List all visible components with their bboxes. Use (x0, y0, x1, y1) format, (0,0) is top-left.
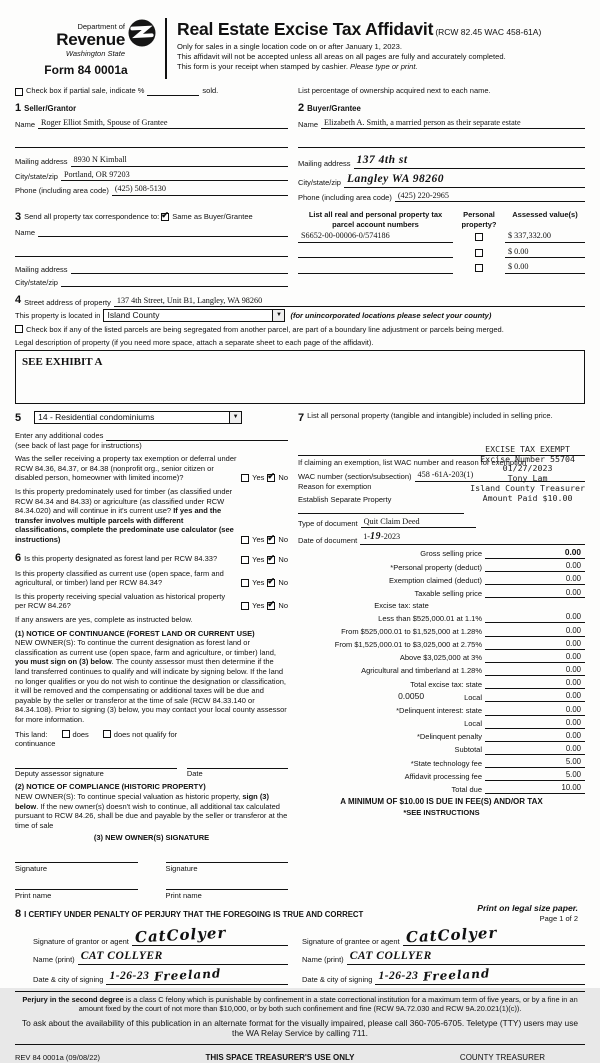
partial-sale-checkbox[interactable] (15, 88, 23, 96)
signature-caption-2: Signature (165, 863, 198, 873)
section4-number: 4 (15, 294, 22, 307)
agency-logo-block (15, 18, 165, 79)
section5-number: 5 (15, 411, 22, 424)
tax-label: Local (464, 692, 482, 702)
deputy-assessor-signature-field[interactable] (15, 759, 177, 769)
tax-value-field[interactable]: 0.00 (485, 718, 585, 729)
header-subtitle-2: This affidavit will not be accepted unless all areas on all pages are fully and accurately completed. (177, 52, 506, 62)
tax-label: Affidavit processing fee (404, 771, 482, 781)
new-owner-printname-field-2[interactable] (166, 880, 289, 890)
tax-label: From $525,000.01 to $1,525,000 at 1.28% (341, 626, 482, 636)
ownership-note: List percentage of ownership acquired next to each name. (298, 86, 491, 96)
parcel-row (298, 247, 585, 259)
tax-label: Taxable selling price (414, 588, 482, 598)
assessed-value-field-2[interactable]: $ 0.00 (505, 247, 585, 259)
buyer-phone-field[interactable]: (425) 220-2965 (395, 191, 585, 203)
grantee-signature-label: Signature of grantee or agent (302, 936, 400, 946)
deputy-date-label: Date (186, 768, 203, 778)
agency-name: Revenue (56, 29, 125, 49)
notice2-title: (2) NOTICE OF COMPLIANCE (HISTORIC PROPERTY) (15, 782, 206, 792)
notice1-title: (1) NOTICE OF CONTINUANCE (FOREST LAND OR CURRENT USE) (15, 628, 255, 638)
grantee-signature-field[interactable] (403, 923, 585, 947)
tax-label: From $1,525,000.01 to $3,025,000 at 2.75% (334, 640, 482, 650)
buyer-name-field[interactable]: Elizabeth A. Smith, a married person as their separate estate (321, 118, 585, 130)
q1-no-checkbox[interactable]: ✔ (267, 471, 275, 482)
located-in-label: This property is located in (15, 311, 101, 321)
wac-number-label: WAC number (section/subsection) (298, 472, 412, 482)
does-not-qualify-checkbox[interactable] (103, 730, 111, 738)
seller-name-field-2[interactable] (15, 138, 288, 148)
personal-property-checkbox-2[interactable] (475, 249, 483, 257)
tax-label: *State technology fee (410, 758, 482, 768)
partial-sale-percent-field[interactable] (147, 86, 199, 96)
wac-number-field[interactable]: 458 -61A-203(1) (415, 470, 585, 482)
new-owner-signature-field-2[interactable] (166, 853, 289, 863)
personal-property-col-header: Personal property? (461, 210, 497, 229)
land-use-code-value: 14 - Residential condominiums (38, 412, 155, 423)
parcel-number-field-3[interactable] (298, 264, 453, 274)
form-header (15, 18, 585, 79)
exemption-note: If claiming an exemption, list WAC number and reason for exemption (298, 457, 527, 467)
section8-number: 8 (15, 908, 22, 921)
legal-description-value: SEE EXHIBIT A (22, 355, 103, 368)
tax-value-field[interactable]: 5.00 (485, 757, 585, 768)
see-instructions-note: *SEE INSTRUCTIONS (403, 807, 480, 817)
section7-number: 7 (298, 411, 305, 424)
corr-city-field[interactable] (61, 277, 288, 287)
s6q2-no-checkbox[interactable]: ✔ (267, 576, 275, 587)
grantor-date-field[interactable]: 1-26-23 Freeland (106, 968, 288, 985)
section2-number: 2 (298, 101, 305, 114)
section-use-code (15, 411, 288, 425)
s6q1-no-checkbox[interactable]: ✔ (267, 552, 275, 563)
tax-value-field[interactable]: 0.00 (485, 561, 585, 572)
does-label: does (72, 729, 89, 739)
grantee-printname-label: Name (print) (302, 955, 344, 965)
if-any-yes-note: If any answers are yes, complete as instructed below. (15, 615, 193, 625)
seller-city-field[interactable]: Portland, OR 97203 (61, 170, 288, 182)
new-owner-printname-field-1[interactable] (15, 880, 138, 890)
tax-value-field[interactable]: 0.00 (485, 574, 585, 585)
tax-value-field[interactable]: 5.00 (485, 770, 585, 781)
tax-value-field[interactable]: 10.00 (485, 783, 585, 794)
notice2-body: NEW OWNER(S): To continue special valuation as historic property, sign (3) below. If the new owner(s) doesn't wish to continue, all additional tax calculated pursuant to RCW 84.26, shall be due and payable by the seller or transferor at the time of sale (15, 791, 288, 830)
tax-value-field[interactable]: 0.00 (485, 665, 585, 676)
grantor-printname-field[interactable]: CAT COLLYER (78, 949, 288, 965)
minimum-due-note: A MINIMUM OF $10.00 IS DUE IN FEE(S) AND/OR TAX (340, 797, 543, 807)
grantor-signature-value: CatColyer (134, 923, 227, 947)
seller-mailing-label: Mailing address (15, 157, 68, 167)
county-value: Island County (107, 310, 160, 321)
unincorporated-note: (for unincorporated locations please select your county) (290, 311, 492, 321)
does-qualify-checkbox[interactable] (62, 730, 70, 738)
revenue-swirl-logo-icon (127, 18, 157, 48)
section-personal-property (298, 411, 585, 902)
historical-question: Is this property receiving special valuation as historical property per RCW 84.26? (15, 591, 226, 611)
parcel-number-field-2[interactable] (298, 248, 453, 258)
segregated-checkbox[interactable] (15, 325, 23, 333)
excise-tax-state-heading: Excise tax: state (374, 600, 429, 610)
reason-for-exemption-value[interactable]: Establish Separate Property (298, 495, 392, 505)
print-name-caption: Print name (15, 891, 52, 901)
tax-value-field[interactable]: 0.00 (485, 652, 585, 663)
parcel-number-field[interactable]: S6652-00-00006-0/574186 (298, 231, 453, 243)
corr-mailing-field[interactable] (71, 264, 288, 274)
section3-label: Send all property tax correspondence to: (24, 212, 160, 222)
assessed-value-field-1[interactable]: $ 337,332.00 (505, 231, 585, 243)
legal-description-box[interactable] (15, 350, 585, 404)
section-property (15, 293, 585, 403)
seller-mailing-field[interactable]: 8930 N Kimball (71, 155, 288, 167)
county-dropdown-arrow-icon[interactable]: ▼ (272, 310, 284, 321)
section2-title: Buyer/Grantee (307, 103, 361, 113)
additional-codes-label: Enter any additional codes (15, 431, 104, 441)
tax-value-field[interactable]: 0.00 (485, 705, 585, 716)
personal-property-label: List all personal property (tangible and intangible) included in selling price. (307, 410, 553, 420)
tax-value-field[interactable]: 0.00 (485, 731, 585, 742)
section6-number: 6 (15, 551, 22, 564)
seller-exemption-question: Was the seller receiving a property tax exemption or deferral under RCW 84.36, 84.37, or 84.38 (nonprofit org., senior citizen or disabled person, homeowner with limited income)? (15, 454, 237, 483)
does-not-label: does not qualify for (113, 729, 178, 739)
grantee-printname-field[interactable]: CAT COLLYER (347, 949, 585, 965)
agency-state: Washington State (65, 48, 125, 58)
tax-label: Less than $525,000.01 at 1.1% (378, 613, 482, 623)
buyer-mailing-label: Mailing address (298, 159, 351, 169)
corr-name-label: Name (15, 227, 36, 237)
personal-property-checkbox-1[interactable] (475, 233, 483, 241)
grantor-printname-label: Name (print) (33, 955, 75, 965)
tax-label: Subtotal (454, 745, 482, 755)
parcel-row (298, 262, 585, 274)
seller-name-label: Name (15, 119, 36, 129)
deputy-date-field[interactable] (187, 759, 288, 769)
tax-label: Above $3,025,000 at 3% (399, 653, 482, 663)
buyer-city-label: City/state/zip (298, 178, 341, 188)
signature-caption: Signature (15, 863, 48, 873)
header-subtitle-1: Only for sales in a single location code on or after January 1, 2023. (177, 42, 402, 52)
buyer-mailing-field[interactable]: 137 4th st (354, 153, 585, 169)
buyer-city-field[interactable]: Langley WA 98260 (344, 172, 585, 188)
buyer-name-field-2[interactable] (298, 138, 585, 148)
same-as-buyer-checkbox[interactable]: ✔ (161, 210, 169, 221)
s6q3-no-checkbox[interactable]: ✔ (267, 599, 275, 610)
tax-value-field[interactable]: 0.00 (485, 678, 585, 689)
buyer-name-label: Name (298, 119, 319, 129)
print-legal-note: Print on legal size paper. (477, 903, 578, 913)
dept-of-label: Department of (77, 22, 125, 31)
rev-number: REV 84 0001a (09/08/22) (15, 1053, 101, 1063)
land-use-dropdown-arrow-icon[interactable]: ▼ (229, 412, 241, 423)
additional-codes-field[interactable] (106, 431, 288, 441)
corr-city-label: City/state/zip (15, 277, 58, 287)
certify-statement: I CERTIFY UNDER PENALTY OF PERJURY THAT THE FOREGOING IS TRUE AND CORRECT (24, 910, 364, 920)
tax-label: Total due (451, 784, 482, 794)
timber-agriculture-question: Is this property predominately used for timber (as classified under RCW 84.34 and 84.33) or agriculture (as classified under RCW 84.34.020) and will continue in it's current use? If yes and the transfer involves multiple parcels with different classifications, complete the predominate use calculator (see instructions) (15, 487, 234, 544)
doc-date-label: Date of document (298, 535, 358, 545)
new-owner-signature-field-1[interactable] (15, 853, 138, 863)
land-use-code-dropdown[interactable] (34, 411, 242, 424)
partial-sale-sold-label: sold. (202, 86, 219, 96)
assessed-value-col-header: Assessed value(s) (512, 210, 578, 220)
grantor-date-label: Date & city of signing (33, 975, 104, 985)
header-subtitle-3: This form is your receipt when stamped by cashier. Please type or print. (177, 61, 418, 71)
q2-no-checkbox[interactable]: ✔ (267, 532, 275, 543)
treasurer-stamp: EXCISE TAX EXEMPT Excise Number 55704 01/27/2023 Tony Lam Island County Treasurer Amount Paid $10.00 (470, 443, 585, 504)
tax-label: *Personal property (deduct) (390, 562, 482, 572)
grantee-date-label: Date & city of signing (302, 975, 373, 985)
tax-label: *Delinquent penalty (416, 732, 482, 742)
county-dropdown[interactable] (103, 309, 285, 322)
county-treasurer-label: COUNTY TREASURER (459, 1053, 545, 1063)
section1-number: 1 (15, 101, 22, 114)
corr-name-field-2[interactable] (15, 247, 288, 257)
tax-value-field[interactable]: 0.00 (485, 612, 585, 623)
form-title-rcw: (RCW 82.45 WAC 458-61A) (435, 27, 542, 37)
tax-value-field[interactable]: 0.00 (485, 691, 585, 702)
parcel-row (298, 231, 585, 243)
doc-type-label: Type of document (298, 518, 358, 528)
legal-description-label: Legal description of property (if you need more space, attach a separate sheet to each page of the affidavit). (15, 337, 374, 347)
corr-mailing-label: Mailing address (15, 264, 68, 274)
street-address-label: Street address of property (24, 297, 111, 307)
personal-property-checkbox-3[interactable] (475, 264, 483, 272)
yes-label: Yes (252, 473, 265, 483)
tax-label: Gross selling price (420, 549, 482, 559)
same-as-buyer-label: Same as Buyer/Grantee (172, 212, 253, 222)
tax-value-field[interactable]: 0.00 (485, 639, 585, 650)
tax-label: Local (464, 719, 482, 729)
buyer-phone-label: Phone (including area code) (298, 192, 392, 202)
doc-date-field[interactable]: 1-19-2023 (360, 531, 585, 545)
section-buyer (298, 101, 585, 203)
parcel-col-header: List all real and personal property tax parcel account numbers (308, 210, 443, 229)
reason-for-exemption-label: Reason for exemption (298, 481, 372, 491)
treasurer-use-only-label: THIS SPACE TREASURER'S USE ONLY (205, 1053, 355, 1063)
tax-value-field[interactable]: 0.00 (485, 588, 585, 599)
print-name-caption-2: Print name (165, 891, 202, 901)
tax-label: Total excise tax: state (410, 679, 482, 689)
tax-value-field[interactable]: 0.00 (485, 626, 585, 637)
grantor-signature-label: Signature of grantor or agent (33, 936, 129, 946)
section-correspondence (15, 210, 288, 287)
q2-yes-checkbox[interactable] (241, 536, 249, 544)
assessed-value-field-3[interactable]: $ 0.00 (505, 262, 585, 274)
see-back-note: (see back of last page for instructions) (15, 440, 142, 450)
affidavit-form-page: Department of Revenue Washington State Form 84 0001a Real Estate Excise Tax Affidavit (RCW 82.45 WAC 458-61A) Only for sales in a single location code on or after January 1, 2023. This affidavit will not be accepted unless all areas on all pages are fully and accurately completed. This form is your receipt when stamped by cashier. Please type or print. Check box if partial sale, indicate % sold. List percentage of ownership acquired next to each name. 1 Seller/Grantor Name Roger Elliot Smith, Spouse of Grantee Mailing address 8930 N Kimball City/state/zip Portland, OR 97203 Phone (including area code) (425) 508-5130 2 Buyer/Grantee Name Elizabeth A. Smith, a married person as their separate estate Mailing address 137 4th st City/state/zip Langley WA 98260 Phone (including area code) (425) 220-2965 3 Send all property tax correspondence to: ✔ Same as Buyer/Grantee Name Mailing address City/state/zip List all real and personal property tax parcel account numbers Personal property? Assessed value(s) S6652-00-00006-0/574186 $ 337,332.00 $ 0.00 $ 0.00 4 Street address of property 137 4th Street, Unit B1, Langley, WA 98260 This property is located in Island County ▼ (for unincorporated locations please select your county) Check box if any of the listed parcels are being segregated from another parcel, are part of a boundary line adjustment or parcels being merged. Legal description of property (if you need more space, attach a separate sheet to each page of the affidavit). SEE EXHIBIT A 5 14 - Residential condominiums ▼ Enter any additional codes (see back of last page for instructions) Was the seller receiving a property tax exemption or deferral under RCW 84.36, 84.37, or 84.38 (nonprofit org., senior citizen or disabled person, homeowner with limited income)? Yes ✔ No Is this property predominately used for timber (as classified under RCW 84.34 and 84.33) or agriculture (as classified under RCW 84.34.020) and will continue in it's current use? If yes and the transfer involves multiple parcels with different classifications, complete the predominate use calculator (see instructions) Yes ✔ No 6 Is this property designated as forest land per RCW 84.33? Yes ✔ No Is this property classified as current use (open space, farm and agricultural, or timber) land per RCW 84.34? Yes ✔ No Is this property receiving special valuation as historical property per RCW 84.26? Yes ✔ No If any answers are yes, complete as instructed below. (1) NOTICE OF CONTINUANCE (FOREST LAND OR CURRENT USE) NEW OWNER(S): To continue the current designation as forest land or classification as current use (open space, farm and agriculture, or timber) land, you must sign on (3) below. The county assessor must then determine if the land transferred continues to qualify and will indicate by signing below. If the land no longer qualifies or you do not wish to continue the designation or classification, it will be removed and the compensating or additional taxes will be due and payable by the seller or transferor at the time of sale (RCW 84.33.140 or 84.34.108). Prior to signing (3) below, you may contact your local county assessor for more information. This land: does does not qualify for continuance Deputy assessor signature Date (2) NOTICE OF COMPLIANCE (HISTORIC PROPERTY) NEW OWNER(S): To continue special valuation as historic property, sign (3) below. If the new owner(s) doesn't wish to continue, all additional tax calculated pursuant to RCW 84.26, shall be due and payable by the seller or transferor at the time of sale (3) NEW OWNER(S) SIGNATURE Signature Print name Signature Print name 7 List all personal property (tangible and intangible) included in selling price. If claiming an exemption, list WAC number and reason for exemption WAC number (section/subsection) 458 -61A-203(1) Reason for exemption Establish Separate Property EXCISE TAX EXEMPT Excise Number 55704 01/27/2023 Tony Lam Island County Treasurer Amount Paid $10.00 Type of document Quit Claim Deed Date of document 1-19-2023 Gross selling price 0.00 *Personal property (deduct) 0.00 Exemption claimed (deduct) 0.00 Taxable selling price 0.00 Excise tax: state Less than $525,000.01 at 1.1% 0.00 From $525,000.01 to $1,525,000 at 1.28% 0.00 From $1,525,000.01 to $3,025,000 at 2.75% 0.00 Above $3,025,000 at 3% 0.00 Agricultural and timberland at 1.28% 0.00 Total excise tax: state 0.00 0.0050 Local 0.00 *Delinquent interest: state 0.00 Local 0.00 *Delinquent penalty 0.00 Subtotal 0.00 *State technology fee 5.00 Affidavit processing fee 5.00 Total due 10.00 A MINIMUM OF $10.00 IS DUE IN FEE(S) AND/OR TAX *SEE INSTRUCTIONS 8 I CERTIFY UNDER PENALTY OF PERJURY THAT THE FOREGOING IS TRUE AND CORRECT Signature of grantor or agent CatColyer Name (print) CAT COLLYER Date & city of signing 1-26-23 Freeland Signature of grantee or agent CatColyer Name (print) CAT COLLYER Date & city of signing 1-26-23 Freeland Perjury in the second degree is a class C felony which is punishable by confinement in a state correctional institution for a maximum term of five years, or by a fine in an amount fixed by the court of not more than $10,000, or by both such confinement and fine (RCW 9A.72.030 and RCW 9A.20.021(1)(c)). To ask about the availability of this publication in an alternate format for the visually impaired, please call 360-705-6705. Teletype (TTY) users may use the WA Relay Service by calling 711. REV 84 0001a (09/08/22) THIS SPACE TREASURER'S USE ONLY COUNTY TREASURER Print on legal size paper. Page 1 of 2 (0, 0, 600, 988)
tax-label: Exemption claimed (deduct) (389, 575, 482, 585)
parcel-table (298, 210, 585, 287)
new-owner-signature-title: (3) NEW OWNER(S) SIGNATURE (93, 833, 210, 843)
continuance-label: continuance (15, 739, 56, 749)
deputy-assessor-label: Deputy assessor signature (15, 768, 104, 778)
partial-sale-label: Check box if partial sale, indicate % (26, 86, 145, 96)
grantor-signature-field[interactable] (132, 923, 288, 947)
doc-type-field[interactable]: Quit Claim Deed (361, 517, 476, 529)
street-address-field[interactable]: 137 4th Street, Unit B1, Langley, WA 98260 (114, 296, 585, 308)
section3-number: 3 (15, 211, 22, 224)
notice1-body: NEW OWNER(S): To continue the current designation as forest land or classification as current use (open space, farm and agriculture, or timber) land, you must sign on (3) below. The county assessor must then determine if the land transferred continues to qualify and will indicate by signing below. If the land no longer qualifies or you do not wish to continue the designation or classification, it will be removed and the compensating or additional taxes will be due and payable by the seller or transferor at the time of sale (RCW 84.33.140 or 84.34.108). Prior to signing (3) below, you may contact your local county assessor for more information. (15, 638, 287, 724)
page-indicator: Page 1 of 2 (539, 914, 578, 923)
section-seller (15, 101, 288, 203)
form-number: Form 84 0001a (44, 63, 128, 78)
s6q1-yes-checkbox[interactable] (241, 556, 249, 564)
section1-title: Seller/Grantor (24, 103, 77, 113)
seller-phone-field[interactable]: (425) 508-5130 (112, 184, 288, 196)
q1-yes-checkbox[interactable] (241, 474, 249, 482)
segregated-label: Check box if any of the listed parcels are being segregated from another parcel, are part of a boundary line adjustment or parcels being merged. (26, 325, 504, 335)
grantee-date-field[interactable]: 1-26-23 Freeland (375, 968, 585, 985)
s6q3-yes-checkbox[interactable] (241, 602, 249, 610)
alt-format-note: To ask about the availability of this publication in an alternate format for the visually impaired, please call 360-705-6705. Teletype (TTY) users may use the WA Relay Service by calling 711. (21, 1017, 579, 1039)
tax-value-field[interactable]: 0.00 (485, 547, 585, 559)
corr-name-field[interactable] (38, 227, 288, 237)
perjury-statement: Perjury in the second degree is a class C felony which is punishable by confinement in a state correctional institution for a maximum term of five years, or by a fine in an amount fixed by the court of not more than $10,000, or by both such confinement and fine (RCW 9A.72.030 and RCW 9A.20.021(1)(c)). (22, 994, 578, 1014)
forest-land-question: 6 Is this property designated as forest land per RCW 84.33? (15, 551, 218, 564)
current-use-question: Is this property classified as current use (open space, farm and agricultural, or timber) land per RCW 84.34? (15, 568, 224, 588)
this-land-label: This land: (15, 729, 48, 739)
seller-phone-label: Phone (including area code) (15, 186, 109, 196)
tax-value-field[interactable]: 0.00 (485, 744, 585, 755)
form-title: Real Estate Excise Tax Affidavit (177, 19, 434, 39)
grantee-signature-value: CatColyer (405, 923, 498, 947)
seller-name-field[interactable]: Roger Elliot Smith, Spouse of Grantee (38, 118, 288, 130)
tax-label: Agricultural and timberland at 1.28% (361, 666, 482, 676)
local-rate-value: 0.0050 (398, 691, 425, 702)
seller-city-label: City/state/zip (15, 171, 58, 181)
s6q2-yes-checkbox[interactable] (241, 579, 249, 587)
no-label: No (278, 473, 288, 483)
tax-label: *Delinquent interest: state (396, 705, 482, 715)
